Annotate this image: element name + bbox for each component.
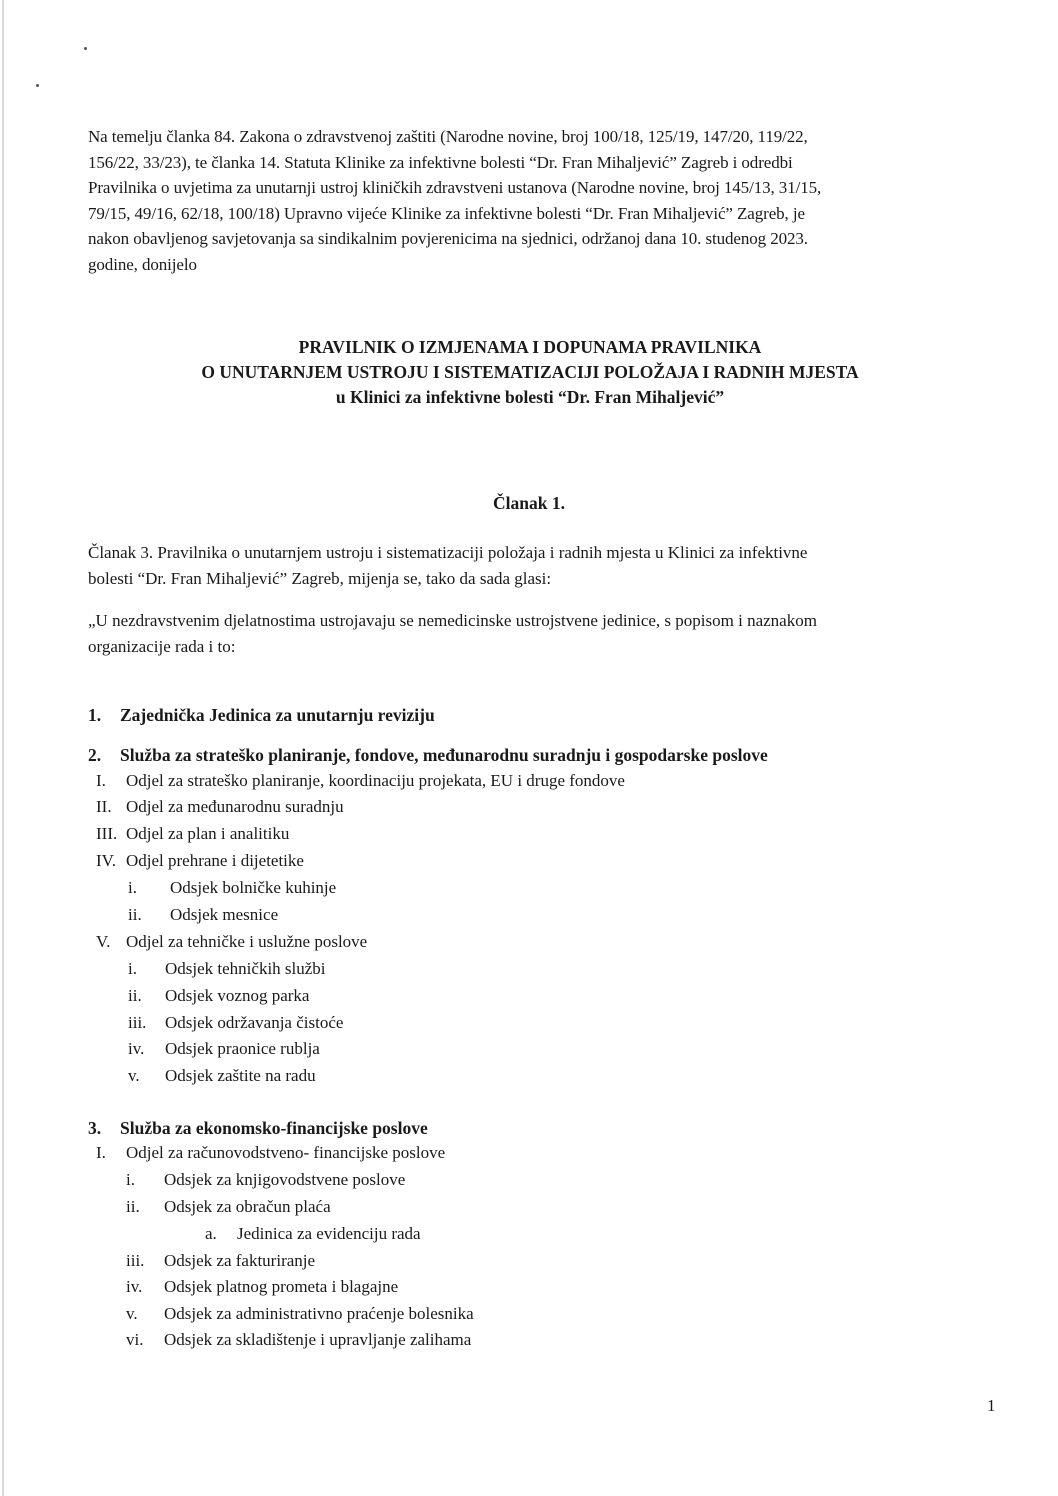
title-line-3: u Klinici za infektivne bolesti “Dr. Fran Mihaljević” xyxy=(335,387,725,407)
list-marker: iii. xyxy=(126,1251,145,1270)
list-item xyxy=(128,878,336,898)
list-marker: I. xyxy=(96,771,106,790)
list-marker: a. xyxy=(205,1224,217,1243)
list-marker: ii. xyxy=(126,1197,140,1216)
paragraph-line: bolesti “Dr. Fran Mihaljević” Zagreb, mijenja se, tako da sada glasi: xyxy=(88,568,552,588)
preamble-line: 79/15, 49/16, 62/18, 100/18) Upravno vijeće Klinike za infektivne bolesti “Dr. Fran Mihaljević” Zagreb, je xyxy=(88,203,805,223)
list-marker: i. xyxy=(128,878,137,897)
preamble-paragraph xyxy=(88,124,976,277)
list-text: Jedinica za evidenciju rada xyxy=(237,1224,421,1243)
article-heading: Članak 1. xyxy=(493,493,565,513)
list-marker: ii. xyxy=(128,905,142,924)
list-item xyxy=(126,1170,405,1190)
list-text: Odsjek zaštite na radu xyxy=(165,1066,316,1085)
list-item xyxy=(96,1143,445,1163)
list-text: Odsjek za administrativno praćenje bolesnika xyxy=(164,1304,474,1323)
list-text: Odjel za strateško planiranje, koordinaciju projekata, EU i druge fondove xyxy=(126,771,625,790)
section-heading xyxy=(88,705,435,726)
scan-speck xyxy=(36,84,39,87)
list-marker: iii. xyxy=(128,1013,147,1032)
list-marker: v. xyxy=(126,1304,138,1323)
preamble-line: godine, donijelo xyxy=(88,254,197,274)
list-item xyxy=(96,771,625,791)
list-item xyxy=(126,1304,474,1324)
list-item xyxy=(205,1224,421,1244)
list-marker: vi. xyxy=(126,1330,144,1349)
list-marker: II. xyxy=(96,797,112,816)
preamble-line: Pravilnika o uvjetima za unutarnji ustroj kliničkih zdravstveni ustanova (Narodne novine, broj 145/13, 31/15, xyxy=(88,178,822,197)
list-marker: i. xyxy=(126,1170,135,1189)
list-text: Odjel prehrane i dijetetike xyxy=(126,851,304,870)
list-text: Odjel za plan i analitiku xyxy=(126,824,290,843)
list-marker: IV. xyxy=(96,851,116,870)
section-number: 3. xyxy=(88,1118,102,1138)
article-paragraph-2 xyxy=(88,608,976,659)
list-item xyxy=(128,1066,316,1086)
list-item xyxy=(96,932,367,952)
list-item xyxy=(96,851,304,871)
list-item xyxy=(128,1013,343,1033)
article-paragraph-1 xyxy=(88,540,976,591)
list-text: Odsjek voznog parka xyxy=(165,986,310,1005)
section-number: 1. xyxy=(88,705,102,725)
list-text: Odjel za međunarodnu suradnju xyxy=(126,797,344,816)
list-item xyxy=(126,1197,331,1217)
document-title xyxy=(120,335,940,410)
list-item xyxy=(96,824,289,844)
paragraph-line: Članak 3. Pravilnika o unutarnjem ustroju i sistematizaciji položaja i radnih mjesta u Klinici za infektivne xyxy=(88,543,808,562)
paragraph-line: organizacije rada i to: xyxy=(88,636,236,656)
list-text: Odsjek za fakturiranje xyxy=(164,1251,316,1270)
list-marker: v. xyxy=(128,1066,140,1085)
preamble-line: 156/22, 33/23), te članka 14. Statuta Klinike za infektivne bolesti “Dr. Fran Mihaljević” Zagreb i odredbi xyxy=(88,152,793,172)
list-text: Odsjek praonice rublja xyxy=(165,1039,320,1058)
list-item xyxy=(126,1251,315,1271)
list-item xyxy=(128,1039,320,1059)
list-text: Odsjek tehničkih službi xyxy=(165,959,326,978)
page-number: 1 xyxy=(987,1396,996,1415)
list-item xyxy=(128,959,326,979)
list-text: Odsjek mesnice xyxy=(170,905,279,924)
list-text: Odsjek održavanja čistoće xyxy=(165,1013,344,1032)
list-text: Odsjek za knjigovodstvene poslove xyxy=(164,1170,406,1189)
preamble-line: nakon obavljenog savjetovanja sa sindikalnim povjerenicima na sjednici, održanoj dana 10. studenog 2023. xyxy=(88,229,808,248)
preamble-line: Na temelju članka 84. Zakona o zdravstvenoj zaštiti (Narodne novine, broj 100/18, 125/19, 147/20, 119/22, xyxy=(88,127,808,146)
scan-edge xyxy=(2,0,4,1496)
list-item xyxy=(126,1330,471,1350)
list-marker: III. xyxy=(96,824,118,843)
list-item xyxy=(128,986,309,1006)
title-line-2: O UNUTARNJEM USTROJU I SISTEMATIZACIJI POLOŽAJA I RADNIH MJESTA xyxy=(201,362,859,382)
paragraph-line: „U nezdravstvenim djelatnostima ustrojavaju se nemedicinske ustrojstvene jedinice, s popisom i naznakom xyxy=(88,611,817,630)
title-line-1: PRAVILNIK O IZMJENAMA I DOPUNAMA PRAVILNIKA xyxy=(298,337,762,357)
scan-speck xyxy=(84,47,87,50)
list-item xyxy=(96,797,344,817)
section-title: Zajednička Jedinica za unutarnju reviziju xyxy=(120,705,435,725)
list-text: Odsjek bolničke kuhinje xyxy=(170,878,337,897)
section-number: 2. xyxy=(88,745,102,765)
list-marker: iv. xyxy=(126,1277,143,1296)
list-text: Odsjek za skladištenje i upravljanje zalihama xyxy=(164,1330,472,1349)
list-marker: i. xyxy=(128,959,137,978)
list-item xyxy=(126,1277,398,1297)
list-marker: I. xyxy=(96,1143,106,1162)
list-text: Odsjek za obračun plaća xyxy=(164,1197,331,1216)
section-heading xyxy=(88,745,768,766)
list-marker: ii. xyxy=(128,986,142,1005)
list-marker: iv. xyxy=(128,1039,145,1058)
section-title: Služba za strateško planiranje, fondove, međunarodnu suradnju i gospodarske poslove xyxy=(120,745,768,765)
section-title: Služba za ekonomsko-financijske poslove xyxy=(120,1118,428,1138)
list-marker: V. xyxy=(96,932,111,951)
section-heading xyxy=(88,1118,428,1139)
list-item xyxy=(128,905,278,925)
list-text: Odjel za tehničke i uslužne poslove xyxy=(126,932,368,951)
list-text: Odjel za računovodstveno- financijske poslove xyxy=(126,1143,446,1162)
list-text: Odsjek platnog prometa i blagajne xyxy=(164,1277,399,1296)
